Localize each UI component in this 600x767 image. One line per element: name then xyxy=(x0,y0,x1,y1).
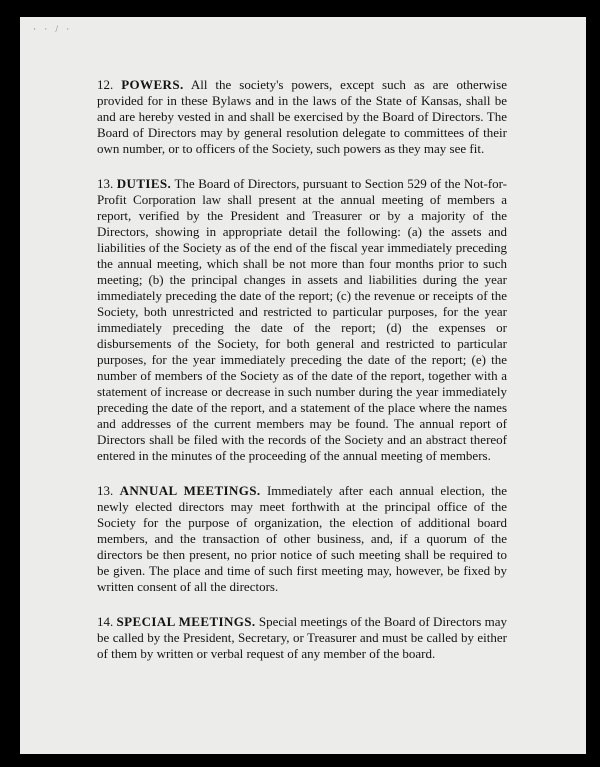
document-page xyxy=(20,17,586,754)
section-heading: DUTIES. xyxy=(116,176,172,191)
section-heading: SPECIAL MEETINGS. xyxy=(116,614,256,629)
section-duties xyxy=(97,176,507,464)
section-powers xyxy=(97,77,507,157)
section-body: All the society's powers, except such as are otherwise provided for in these Bylaws and in the laws of the State of Kansas, shall be and are hereby vested in and shall be exercised by the Board of Directors. The Board of Directors may by general resolution delegate to committees of their own number, or to officers of the Society, such powers as they may see fit. xyxy=(97,77,507,156)
page-specks: · · / · xyxy=(33,24,73,34)
section-heading: POWERS. xyxy=(121,77,184,92)
section-annual-meetings xyxy=(97,483,507,595)
section-special-meetings xyxy=(97,614,507,662)
section-number: 12. xyxy=(97,77,114,92)
section-body: Immediately after each annual election, the newly elected directors may meet forthwith at the principal office of the Society for the purpose of organization, the election of additional board members, and the transaction of other business, and, if a quorum of the directors be then present, no prior notice of such meeting shall be required to be given. The place and time of such first meeting may, however, be fixed by written consent of all the directors. xyxy=(97,483,507,594)
section-number: 14. xyxy=(97,614,114,629)
section-number: 13. xyxy=(97,176,114,191)
section-heading: ANNUAL MEETINGS. xyxy=(119,483,261,498)
section-body: Special meetings of the Board of Directors may be called by the President, Secretary, or Treasurer and must be called by either of them by written or verbal request of any member of the board. xyxy=(97,614,508,661)
section-number: 13. xyxy=(97,483,114,498)
bylaws-text xyxy=(97,77,507,681)
section-body: The Board of Directors, pursuant to Section 529 of the Not-for-Profit Corporation law shall present at the annual meeting of members a report, verified by the President and Treasurer or by a majority of the Directors, showing in appropriate detail the following: (a) the assets and liabilities of the Society as of the end of the fiscal year immediately preceding the annual meeting, which shall be not more than four months prior to such meeting; (b) the principal changes in assets and liabilities during the year immediately preceding the date of the report; (c) the revenue or receipts of the Society, both unrestricted and restricted to particular purposes, for the year immediately preceding the date of the report; (d) the expenses or disbursements of the Society, for both general and restricted to particular purposes, for the year immediately preceding the date of the report; (e) the number of members of the Society as of the date of the report, together with a statement of increase or decrease in such number during the year immediately preceding the date of the report, and a statement of the place where the names and addresses of the current members may be found. The annual report of Directors shall be filed with the records of the Society and an abstract thereof entered in the minutes of the proceeding of the annual meeting of members. xyxy=(97,176,508,463)
